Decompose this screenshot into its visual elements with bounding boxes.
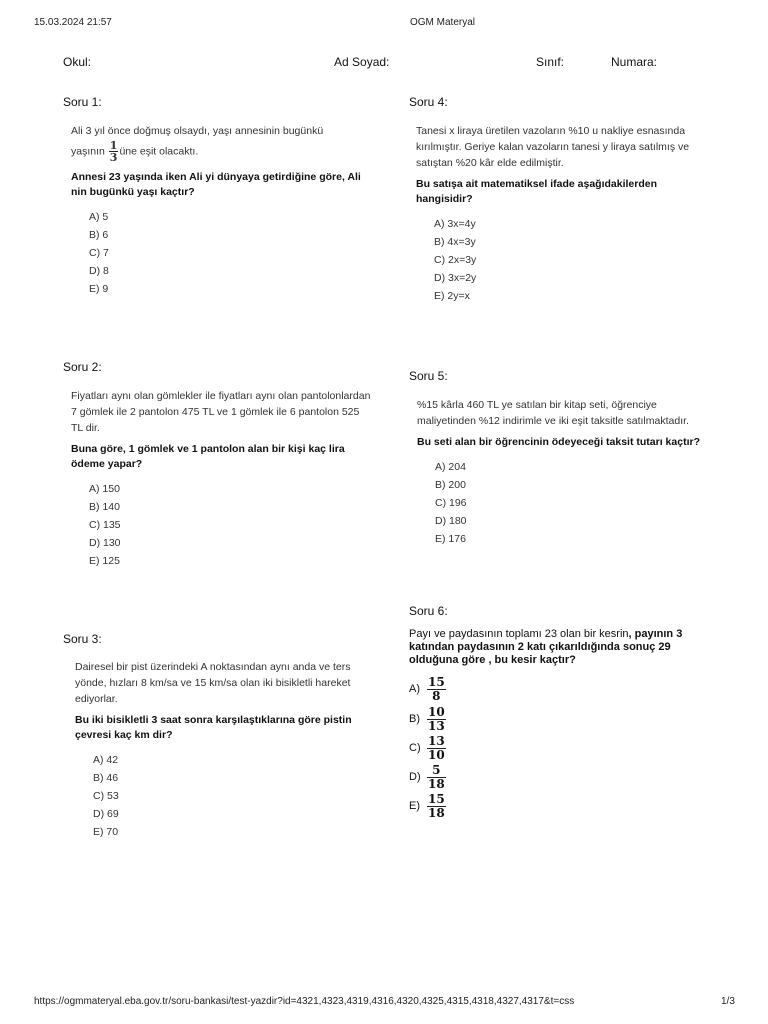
question-stem-line-2: yaşının $\frac{1}{3}$ üne eşit olacaktı. [71, 139, 199, 164]
option-b: B) 200 [435, 479, 466, 491]
question-title: Soru 1: [63, 95, 102, 109]
options-list [71, 208, 371, 298]
option-c: C) 196 [435, 497, 467, 509]
fraction: $\frac{1}{3}$ [109, 139, 118, 164]
page-number: 1/3 [721, 996, 735, 1007]
option-b: B) 46 [93, 772, 119, 784]
question-5 [417, 397, 707, 548]
option-c: C) 135 [89, 519, 121, 531]
option-b: B) 140 [89, 501, 120, 513]
question-stem: Ali 3 yıl önce doğmuş olsaydı, yaşı annesinin bugünkü [71, 125, 324, 137]
option-b: B) 6 [89, 229, 109, 241]
question-prompt: Bu satışa ait matematiksel ifade aşağıdakilerden hangisidir? [416, 178, 658, 205]
option-e: E) $\frac{15}{18}$ [409, 792, 445, 820]
option-d: D) 69 [93, 808, 119, 820]
question-stem: Dairesel bir pist üzerindeki A noktasından aynı anda ve ters yönde, hızları 8 km/sa ve 15 km/sa olan iki bisikletli hareket ediyorlar. [75, 661, 351, 705]
question-prompt: Bu iki bisikletli 3 saat sonra karşılaştıklarına göre pistin çevresi kaç km dir? [75, 714, 352, 741]
question-prompt: Bu seti alan bir öğrencinin ödeyeceği taksit tutarı kaçtır? [417, 436, 700, 448]
question-stem: %15 kârla 460 TL ye satılan bir kitap seti, öğrenciye maliyetinden %12 indirimle ve iki eşit taksitle satılmaktadır. [417, 399, 689, 427]
option-d: D) 3x=2y [434, 272, 477, 284]
option-a: A) 5 [89, 211, 109, 223]
option-d: D) 130 [89, 537, 121, 549]
page-url: https://ogmmateryal.eba.gov.tr/soru-bankasi/test-yazdir?id=4321,4323,4319,4316,4320,4325,4315,4318,4327,4317&t=css [34, 996, 575, 1007]
fraction: $\frac{13}{10}$ [428, 734, 445, 762]
option-b: B) $\frac{10}{13}$ [409, 705, 445, 733]
options-list [71, 480, 371, 570]
question-title: Soru 3: [63, 632, 102, 646]
question-1 [71, 123, 371, 298]
fraction: $\frac{15}{8}$ [428, 675, 445, 703]
question-stem: Payı ve paydasının toplamı 23 olan bir kesrin, payının 3 katından paydasının 2 katı çıkarıldığında sonuç 29 olduğuna göre , bu kesir kaçtır? [409, 628, 683, 666]
option-e: E) 125 [89, 555, 120, 567]
option-e: E) 70 [93, 826, 119, 838]
option-e: E) 176 [435, 533, 466, 545]
numara-label: Numara: [611, 55, 658, 69]
option-e: E) 9 [89, 283, 109, 295]
options-list [75, 751, 365, 841]
option-d: D) 8 [89, 265, 109, 277]
fraction: $\frac{5}{18}$ [428, 763, 445, 791]
option-a: A) 150 [89, 483, 120, 495]
option-c: C) 7 [89, 247, 109, 259]
option-a: A) 204 [435, 461, 466, 473]
question-title: Soru 4: [409, 95, 448, 109]
sinif-label: Sınıf: [536, 55, 565, 69]
option-e: E) 2y=x [434, 290, 470, 302]
fraction: $\frac{15}{18}$ [428, 792, 445, 820]
option-b: B) 4x=3y [434, 236, 476, 248]
okul-label: Okul: [63, 55, 92, 69]
question-title: Soru 6: [409, 604, 448, 618]
question-title: Soru 2: [63, 360, 102, 374]
question-2 [71, 388, 371, 570]
question-title: Soru 5: [409, 369, 448, 383]
option-a: A) $\frac{15}{8}$ [409, 675, 445, 703]
option-c: C) 2x=3y [434, 254, 477, 266]
option-c: C) $\frac{13}{10}$ [409, 734, 445, 762]
option-d: D) 180 [435, 515, 467, 527]
option-d: D) $\frac{5}{18}$ [409, 763, 445, 791]
option-c: C) 53 [93, 790, 119, 802]
question-prompt: Annesi 23 yaşında iken Ali yi dünyaya getirdiğine göre, Ali nin bugünkü yaşı kaçtır? [71, 171, 361, 198]
question-3 [75, 659, 365, 841]
fraction: $\frac{10}{13}$ [428, 705, 445, 733]
question-stem: Tanesi x liraya üretilen vazoların %10 u nakliye esnasında kırılmıştır. Geriye kalan vazoların tanesi y liraya satılmış ve satıştan %20 kâr elde edilmiştir. [416, 125, 690, 169]
question-prompt: Buna göre, 1 gömlek ve 1 pantolon alan bir kişi kaç lira ödeme yapar? [71, 443, 345, 470]
options-list [417, 458, 707, 548]
page-site-title: OGM Materyal [410, 17, 476, 28]
question-6 [409, 628, 709, 820]
option-a: A) 3x=4y [434, 218, 476, 230]
option-a: A) 42 [93, 754, 119, 766]
question-stem: Fiyatları aynı olan gömlekler ile fiyatları aynı olan pantolonlardan 7 gömlek ile 2 pantolon 475 TL ve 1 gömlek ile 6 pantolon 525 TL dir. [71, 390, 371, 434]
question-4 [416, 123, 706, 305]
ad-soyad-label: Ad Soyad: [334, 55, 390, 69]
print-datetime: 15.03.2024 21:57 [34, 17, 112, 28]
options-list [416, 215, 706, 305]
